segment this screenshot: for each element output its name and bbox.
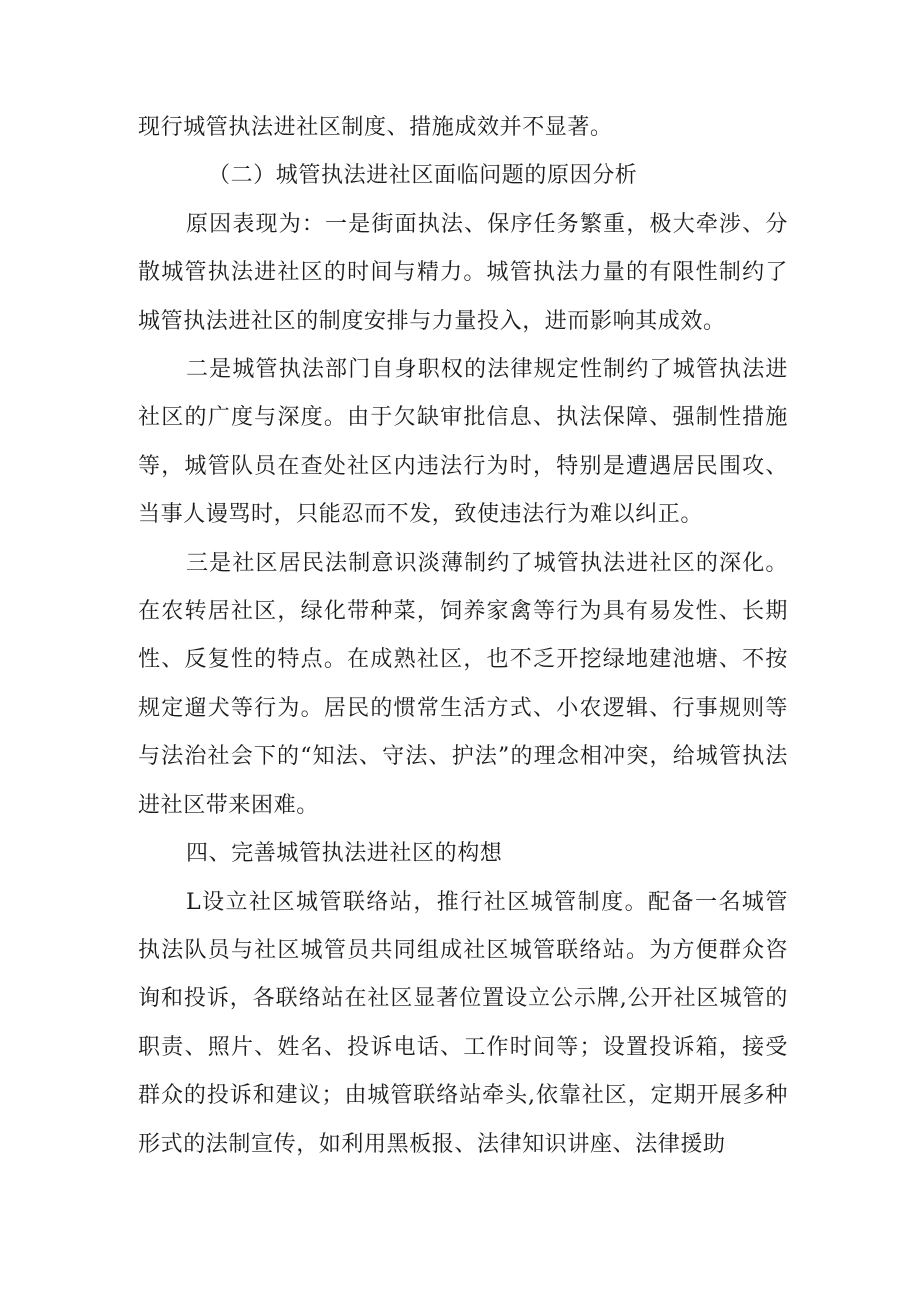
paragraph-reason-1: 原因表现为：一是街面执法、保序任务繁重，极大牵涉、分散城管执法进社区的时间与精力。城管执法力量的有限性制约了城管执法进社区的制度安排与力量投入，进而影响其成效。 (138, 211, 788, 334)
paragraph-measure-1: L设立社区城管联络站，推行社区城管制度。配备一名城管执法队员与社区城管员共同组成社区城管联络站。为方便群众咨询和投诉，各联络站在社区显著位置设立公示牌,公开社区城管的职责、照片、姓名、投诉电话、工作时间等；设置投诉箱，接受群众的投诉和建议；由城管联络站牵头,依靠社区，定期开展多种形式的法制宣传，如利用黑板报、法律知识讲座、法律援助 (138, 889, 788, 1157)
paragraph-reason-3: 三是社区居民法制意识淡薄制约了城管执法进社区的深化。在农转居社区，绿化带种菜，饲养家禽等行为具有易发性、长期性、反复性的特点。在成熟社区，也不乏开挖绿地建池塘、不按规定遛犬等行为。居民的惯常生活方式、小农逻辑、行事规则等与法治社会下的“知法、守法、护法”的理念相冲突，给城管执法进社区带来困难。 (138, 550, 788, 818)
paragraph-continuation: 现行城管执法进社区制度、措施成效并不显著。 (138, 115, 613, 140)
document-body (138, 104, 788, 1169)
subheading-cause-analysis: （二）城管执法进社区面临问题的原因分析 (208, 163, 638, 189)
section-heading-4: 四、完善城管执法进社区的构想 (186, 841, 503, 867)
paragraph-reason-2: 二是城管执法部门自身职权的法律规定性制约了城管执法进社区的广度与深度。由于欠缺审批信息、执法保障、强制性措施等，城管队员在查处社区内违法行为时，特别是遭遇居民围攻、当事人谩骂时，只能忍而不发，致使违法行为难以纠正。 (138, 357, 788, 528)
